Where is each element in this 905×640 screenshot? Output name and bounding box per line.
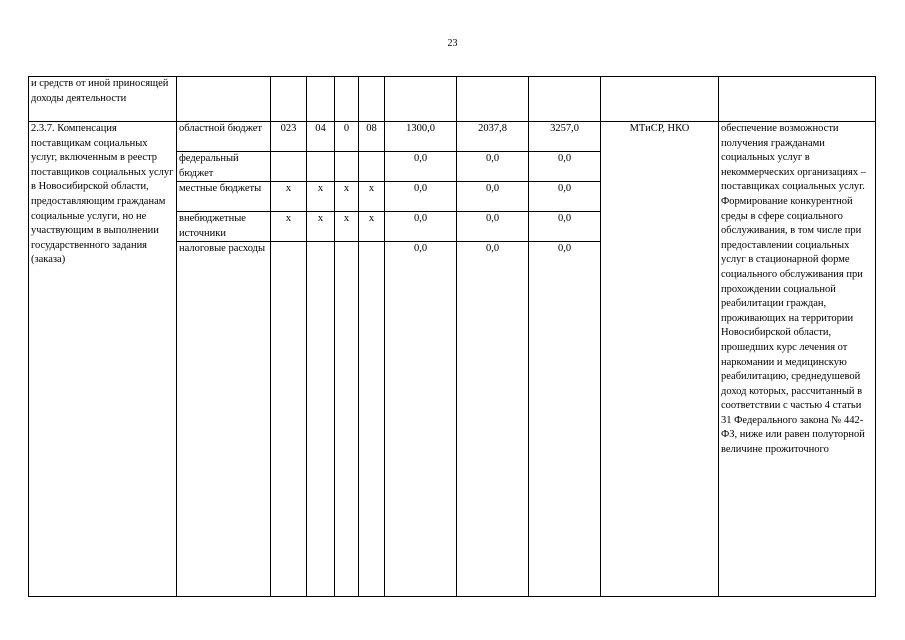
funding-source-cell: областной бюджет	[177, 122, 271, 152]
value-cell: 0,0	[529, 182, 601, 212]
funding-source-cell: налоговые расходы	[177, 242, 271, 597]
value-cell	[385, 77, 457, 122]
value-cell: 0,0	[529, 212, 601, 242]
value-cell: 3257,0	[529, 122, 601, 152]
code-cell: x	[359, 212, 385, 242]
result-cell: обеспечение возможности получения гражданами социальных услуг в некоммерческих организациях – поставщиках социальных услуг. Формирование конкурентной среды в сфере социального обслуживания, в том числе при предоставлении социальных услуг в стационарной форме социального обслуживания при прохождении социальной реабилитации граждан, проживающих на территории Новосибирской области, прошедших курс лечения от наркомании и медицинскую реабилитацию, среднедушевой доход которых, рассчитанный в соответствии с частью 4 статьи 31 Федерального закона № 442-ФЗ, ниже или равен полуторной величине прожиточного	[719, 122, 876, 597]
value-cell: 2037,8	[457, 122, 529, 152]
code-cell	[271, 77, 307, 122]
value-cell: 0,0	[385, 212, 457, 242]
value-cell: 0,0	[529, 242, 601, 597]
source-cell	[177, 77, 271, 122]
code-cell	[335, 242, 359, 597]
measure-name-cell: 2.3.7. Компенсация поставщикам социальных услуг, включенным в реестр поставщиков социальных услуг в Новосибирской области, предоставляющим гражданам социальные услуги, но не участвующим в выполнении государственного задания (заказа)	[29, 122, 177, 597]
funding-source-cell: местные бюджеты	[177, 182, 271, 212]
funding-source-cell: федеральный бюджет	[177, 152, 271, 182]
code-cell: x	[271, 212, 307, 242]
value-cell: 0,0	[529, 152, 601, 182]
code-cell	[271, 242, 307, 597]
code-cell	[359, 152, 385, 182]
value-cell: 0,0	[385, 242, 457, 597]
code-cell	[335, 77, 359, 122]
code-cell: 08	[359, 122, 385, 152]
value-cell: 0,0	[457, 152, 529, 182]
code-cell: x	[307, 212, 335, 242]
table-row	[29, 77, 876, 122]
executors-cell: МТиСР, НКО	[601, 122, 719, 597]
code-cell	[359, 242, 385, 597]
value-cell: 0,0	[457, 182, 529, 212]
code-cell: 0	[335, 122, 359, 152]
code-cell: x	[335, 212, 359, 242]
result-cell	[719, 77, 876, 122]
value-cell: 0,0	[385, 152, 457, 182]
value-cell: 0,0	[457, 212, 529, 242]
code-cell: x	[359, 182, 385, 212]
code-cell: 023	[271, 122, 307, 152]
funding-source-cell: внебюджетные источники	[177, 212, 271, 242]
code-cell: x	[271, 182, 307, 212]
executors-cell	[601, 77, 719, 122]
program-measures-table	[28, 76, 876, 597]
value-cell: 0,0	[385, 182, 457, 212]
code-cell	[359, 77, 385, 122]
code-cell	[307, 152, 335, 182]
code-cell: x	[307, 182, 335, 212]
code-cell	[307, 242, 335, 597]
code-cell	[271, 152, 307, 182]
code-cell: x	[335, 182, 359, 212]
table-row	[29, 122, 876, 152]
page-number: 23	[447, 38, 458, 49]
value-cell	[457, 77, 529, 122]
value-cell: 0,0	[457, 242, 529, 597]
code-cell	[335, 152, 359, 182]
value-cell	[529, 77, 601, 122]
code-cell: 04	[307, 122, 335, 152]
value-cell: 1300,0	[385, 122, 457, 152]
code-cell	[307, 77, 335, 122]
measure-name-cell: и средств от иной приносящей доходы деятельности	[29, 77, 177, 122]
